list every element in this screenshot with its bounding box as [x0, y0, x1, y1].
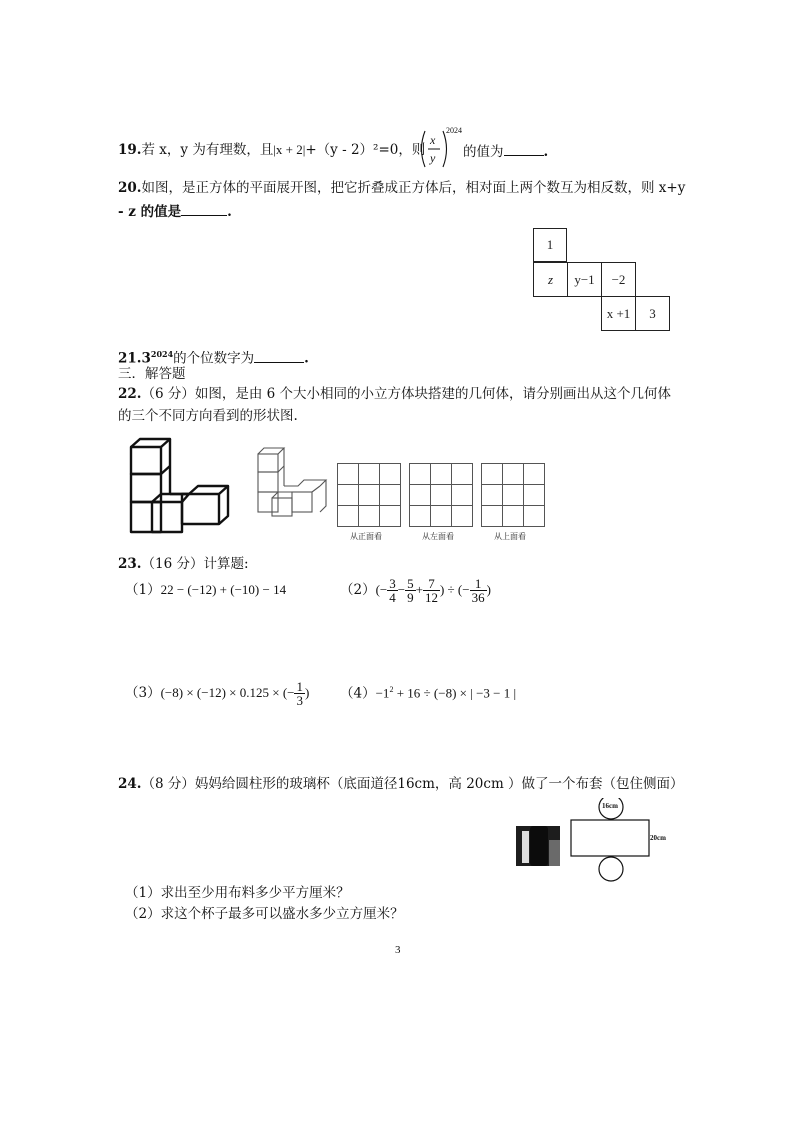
question-22-line-1: [118, 385, 671, 403]
question-21-text: 的个位数字为: [173, 350, 255, 367]
part-3-close-paren: ): [304, 685, 310, 700]
net-face-minus-2: −2: [601, 262, 636, 297]
grid-graphic: [481, 463, 546, 528]
part-2-fraction-2: [405, 577, 416, 604]
question-22-number: 22.: [118, 386, 142, 402]
question-23-part-1: [125, 581, 286, 599]
fraction-numerator: 7: [423, 577, 440, 591]
question-20-text-1: 如图，是正方体的平面展开图，把它折叠成正方体后，相对面上两个数互为相反数，则 x+y: [141, 180, 686, 196]
question-19-number: 19.: [118, 142, 142, 158]
part-2-close-paren: ): [486, 582, 491, 597]
left-view-grid[interactable]: [409, 463, 474, 532]
cylinder-net-figure: [568, 798, 670, 882]
fraction-numerator: 5: [407, 575, 414, 591]
question-19-period: .: [543, 144, 549, 160]
caption-front-view: 从正面看: [350, 532, 382, 541]
question-23-part-4: [340, 681, 516, 703]
cube-stack-graphic: [128, 436, 233, 536]
question-19-fraction-numerator: x: [430, 133, 436, 147]
part-4-label: （4）: [340, 685, 376, 702]
net-face-z: z: [533, 262, 568, 297]
glass-cup-photo: [516, 826, 560, 866]
question-23-title: [118, 555, 249, 573]
question-23-text: （16 分）计算题:: [141, 556, 249, 572]
isometric-solid-light-figure: [256, 446, 332, 522]
part-1-expression: 22 − (−12) + (−10) − 14: [160, 582, 287, 597]
part-4-expression-a: −1: [375, 685, 390, 701]
part-2-fraction-4: [470, 577, 487, 604]
question-19-text-3: 的值为: [463, 144, 504, 160]
part-4-superscript: 2: [389, 685, 394, 694]
cup-shadow: [549, 840, 560, 866]
fraction-denominator: 9: [407, 589, 414, 605]
question-22-line-2: 的三个不同方向看到的形状图.: [118, 408, 298, 424]
question-24-text: （8 分）妈妈给圆柱形的玻璃杯（底面道径16cm，高 20cm ）做了一个布套（包住侧面）: [141, 776, 684, 792]
question-21-base: 3: [141, 350, 151, 367]
part-2-divide: ) ÷ (−: [439, 582, 470, 597]
part-2-fraction-1: [387, 577, 398, 604]
question-23-part-2: [340, 572, 491, 608]
question-20-line-2: [118, 201, 232, 221]
question-23-number: 23.: [118, 556, 142, 572]
grid-graphic: [337, 463, 402, 528]
part-2-plus: +: [415, 582, 423, 597]
question-21-number: 21.: [118, 350, 142, 367]
question-20-line-1: [118, 179, 685, 197]
question-19-exponent: 2024: [446, 126, 462, 135]
cup-highlight: [522, 831, 529, 863]
question-20-number: 20.: [118, 180, 142, 196]
question-24-number: 24.: [118, 776, 142, 792]
question-19-text-2: +（y - 2）²=0，则: [305, 142, 426, 158]
question-21-period: .: [304, 350, 309, 367]
question-24-line-1: [118, 775, 684, 793]
fraction-denominator: 3: [296, 692, 303, 708]
page-number: 3: [395, 944, 401, 956]
part-1-label: （1）: [125, 582, 161, 598]
question-20-text-2: - z 的值是: [118, 204, 182, 220]
part-2-fraction-3: [423, 577, 440, 604]
grid-graphic: [409, 463, 474, 528]
section-title: 三．解答题: [118, 366, 186, 382]
top-view-grid[interactable]: [481, 463, 546, 532]
diameter-label: 16cm: [602, 802, 618, 810]
part-3-expression: (−8) × (−12) × 0.125 × (−: [160, 685, 295, 700]
question-19-fraction-power: [418, 128, 464, 170]
fraction-numerator: 1: [470, 577, 487, 591]
question-19-text-1: 若 x，y 为有理数，且: [141, 142, 274, 158]
question-21-answer-blank[interactable]: [254, 348, 304, 363]
net-face-1: 1: [533, 228, 567, 262]
question-19-tail: [463, 141, 548, 161]
fraction-denominator: 36: [471, 589, 485, 605]
question-19-answer-blank[interactable]: [504, 141, 544, 156]
part-3-fraction: [294, 680, 305, 707]
part-3-label: （3）: [125, 685, 161, 701]
fraction-numerator: 3: [389, 575, 396, 591]
question-20-answer-blank[interactable]: [181, 201, 227, 216]
question-24-sub-2: （2）求这个杯子最多可以盛水多少立方厘米？: [125, 906, 404, 922]
height-label: 20cm: [650, 834, 666, 842]
question-20-period: .: [227, 204, 232, 220]
part-4-expression-b: + 16 ÷ (−8) × | −3 − 1 |: [393, 685, 517, 701]
question-19: [118, 141, 425, 159]
question-22-text-1: （6 分）如图，是由 6 个大小相同的小立方体块搭建的几何体，请分别画出从这个几何体: [141, 386, 672, 402]
net-face-3: 3: [635, 296, 670, 331]
part-2-open-paren: (−: [375, 582, 388, 597]
net-face-x-plus-1: x +1: [601, 296, 636, 331]
question-19-fraction-denominator: y: [430, 151, 436, 165]
question-21-exponent: 2024: [150, 349, 174, 359]
cube-net-figure: [533, 228, 673, 334]
fraction-denominator: 4: [389, 589, 396, 605]
question-23-part-3: [125, 675, 309, 711]
part-2-label: （2）: [340, 582, 376, 598]
fraction-numerator: 1: [296, 678, 303, 694]
front-view-grid[interactable]: [337, 463, 402, 532]
caption-left-view: 从左面看: [422, 532, 454, 541]
part-2-minus: −: [397, 582, 406, 597]
cup-body: [530, 826, 548, 866]
question-19-abs-expression: |x + 2|: [273, 142, 306, 157]
question-24-sub-1: （1）求出至少用布料多少平方厘米？: [125, 885, 350, 901]
caption-top-view: 从上面看: [494, 532, 526, 541]
fraction-denominator: 12: [424, 589, 438, 605]
net-face-y-minus-1: y−1: [567, 262, 602, 297]
isometric-solid-figure: [128, 436, 233, 540]
cube-stack-light-graphic: [256, 446, 332, 518]
